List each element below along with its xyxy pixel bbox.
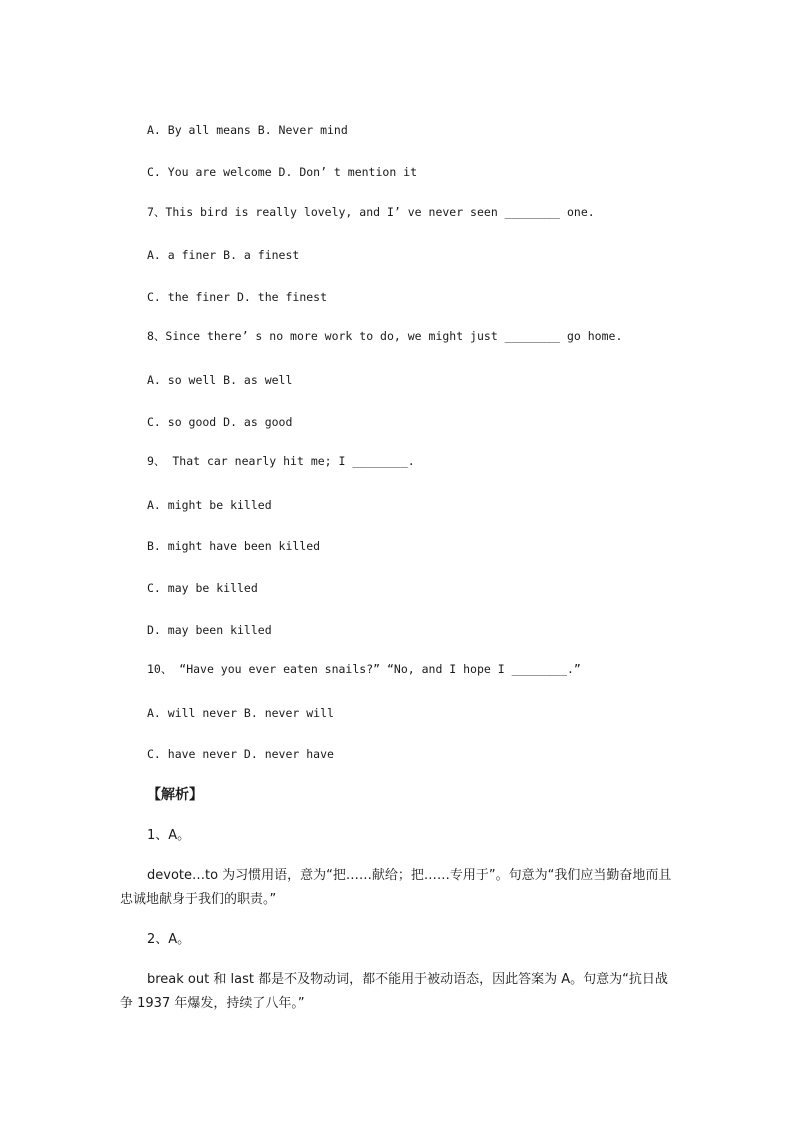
- q10-options-line-1: A. will never B. never will: [147, 706, 334, 720]
- q7-options-line-2: C. the finer D. the finest: [147, 290, 328, 304]
- q6-options-line-2: C. You are welcome D. Don’ t mention it: [147, 165, 418, 179]
- q8-options-line-2: C. so good D. as good: [147, 415, 293, 429]
- answer-2-label: 2、A。: [147, 932, 191, 947]
- answer-2-explanation: break out 和 last 都是不及物动词，都不能用于被动语态，因此答案为 A。句意为“抗日战争 1937 年爆发，持续了八年。”: [120, 972, 668, 1011]
- q9-option-d: D. may been killed: [147, 623, 272, 637]
- q7-stem: 7、This bird is really lovely, and I’ ve never seen ________ one.: [147, 205, 595, 219]
- answer-1-explanation: devote…to 为习惯用语，意为“把……献给；把……专用于”。句意为“我们应当勤奋地而且忠诚地献身于我们的职责。”: [120, 868, 672, 907]
- answer-1-label: 1、A。: [147, 828, 191, 843]
- q10-options-line-2: C. have never D. never have: [147, 747, 334, 761]
- q7-options-line-1: A. a finer B. a finest: [147, 248, 300, 262]
- analysis-heading: 【解析】: [147, 787, 203, 803]
- q10-stem: 10、 “Have you ever eaten snails?” “No, and I hope I ________.”: [147, 662, 581, 676]
- q9-option-b: B. might have been killed: [147, 539, 321, 553]
- q9-option-c: C. may be killed: [147, 581, 258, 595]
- q6-options-line-1: A. By all means B. Never mind: [147, 123, 348, 137]
- q8-stem: 8、Since there’ s no more work to do, we might just ________ go home.: [147, 329, 623, 343]
- q8-options-line-1: A. so well B. as well: [147, 373, 293, 387]
- q9-stem: 9、 That car nearly hit me; I ________.: [147, 454, 415, 468]
- q9-option-a: A. might be killed: [147, 498, 272, 512]
